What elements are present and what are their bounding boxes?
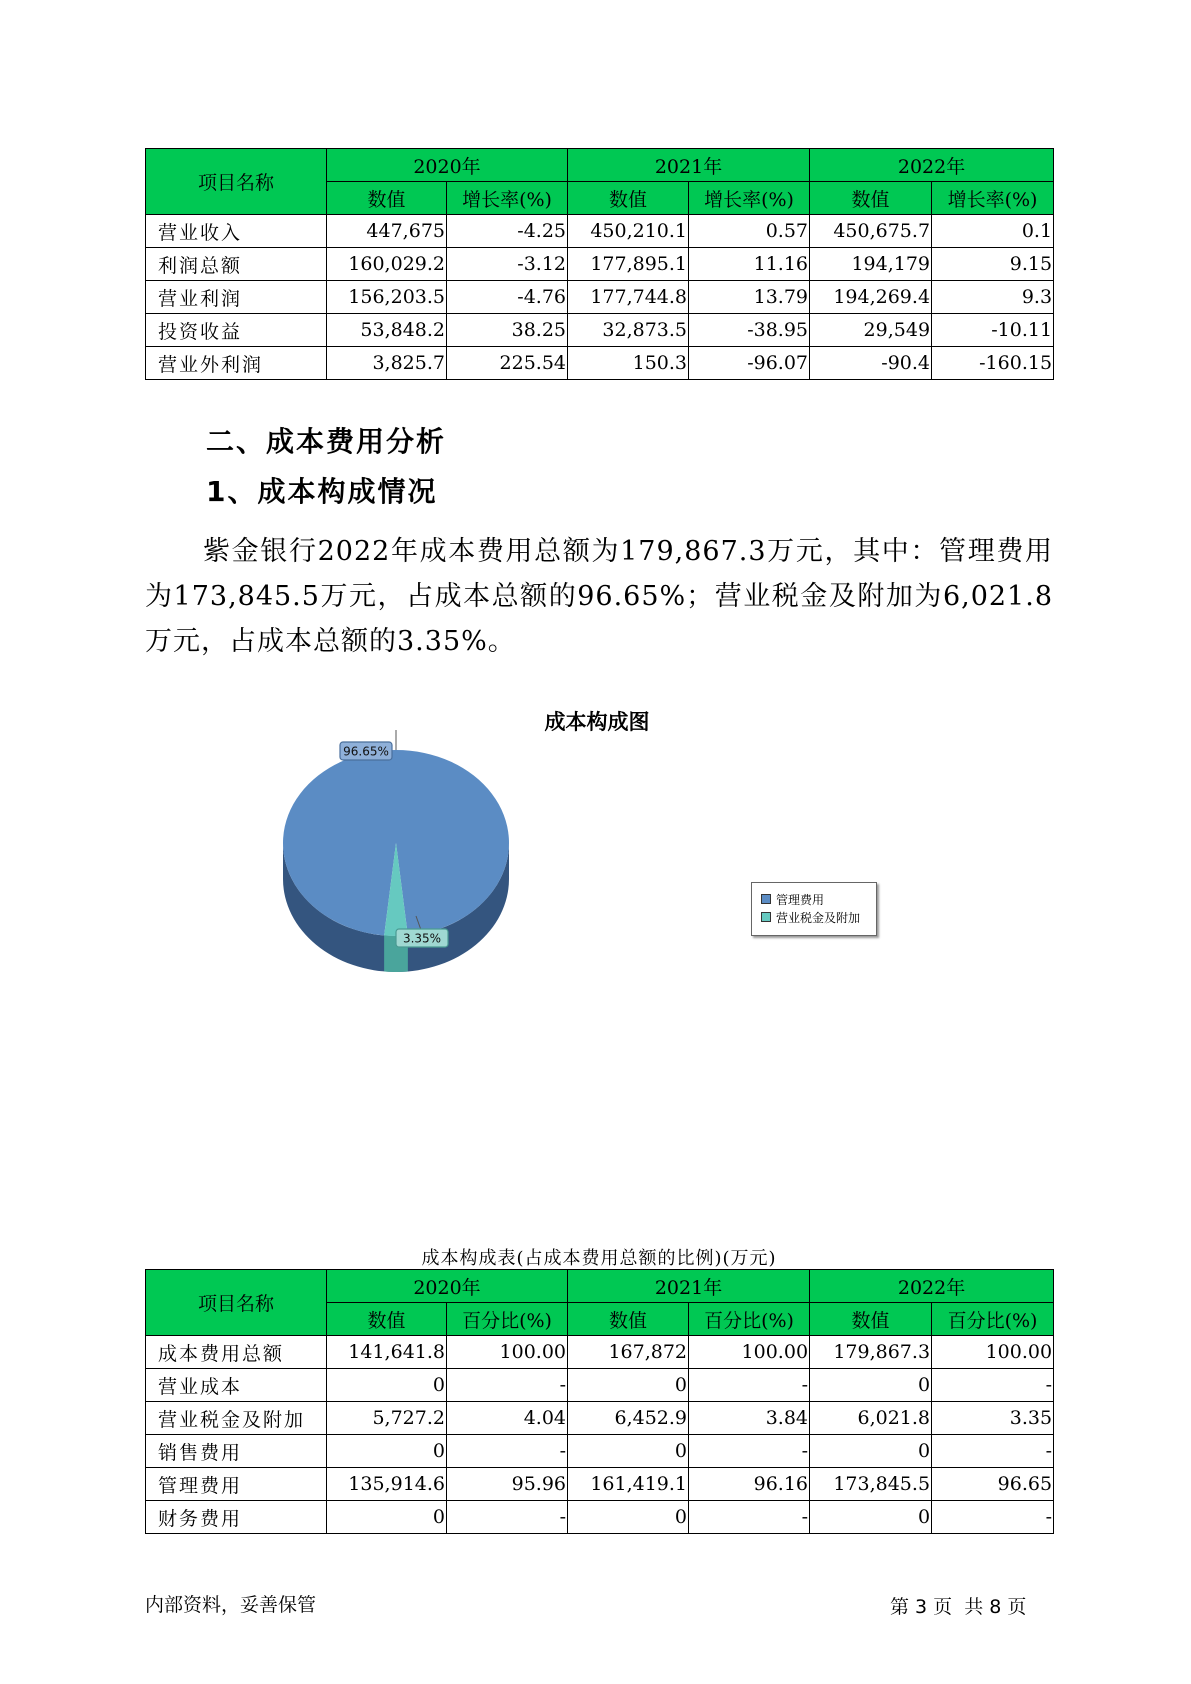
footer-confidential: 内部资料，妥善保管 bbox=[145, 1594, 317, 1616]
table-cell: 150.3 bbox=[568, 347, 689, 380]
table-cell: 0 bbox=[810, 1501, 932, 1534]
table-cell: -38.95 bbox=[689, 314, 810, 347]
table-cell: -10.11 bbox=[932, 314, 1054, 347]
header-item-name: 项目名称 bbox=[146, 149, 327, 215]
header-value: 数值 bbox=[810, 182, 932, 215]
table-cell: 0.57 bbox=[689, 215, 810, 248]
table-cell: 161,419.1 bbox=[568, 1468, 689, 1501]
subsection-heading: 1、成本构成情况 bbox=[206, 475, 438, 508]
table-cell: 0 bbox=[327, 1369, 447, 1402]
row-label: 投资收益 bbox=[146, 314, 327, 347]
header-growth: 增长率(%) bbox=[689, 182, 810, 215]
table-cell: 0 bbox=[568, 1435, 689, 1468]
legend-item bbox=[761, 908, 876, 926]
table-row bbox=[146, 281, 1054, 314]
table-cell: 3.35 bbox=[932, 1402, 1054, 1435]
table-cell: 173,845.5 bbox=[810, 1468, 932, 1501]
header-year: 2020年 bbox=[327, 1270, 568, 1303]
header-value: 数值 bbox=[568, 1303, 689, 1336]
table-cell: 0.1 bbox=[932, 215, 1054, 248]
row-label: 管理费用 bbox=[146, 1468, 327, 1501]
page-number: 第 3 页 共 8 页 bbox=[890, 1596, 1027, 1618]
table-cell: 0 bbox=[810, 1435, 932, 1468]
table-cell: 450,210.1 bbox=[568, 215, 689, 248]
table-cell: 9.15 bbox=[932, 248, 1054, 281]
financial-summary-table bbox=[145, 148, 1054, 380]
pie-label-0: 96.65% bbox=[343, 744, 389, 759]
table-cell: 9.3 bbox=[932, 281, 1054, 314]
legend-label: 营业税金及附加 bbox=[776, 910, 861, 925]
table-cell: 156,203.5 bbox=[327, 281, 447, 314]
section-heading: 二、成本费用分析 bbox=[206, 425, 447, 458]
table-cell: 11.16 bbox=[689, 248, 810, 281]
table-cell: 38.25 bbox=[447, 314, 568, 347]
table-cell: 225.54 bbox=[447, 347, 568, 380]
table-row bbox=[146, 248, 1054, 281]
pie-label-1: 3.35% bbox=[402, 931, 442, 946]
table-cell: - bbox=[689, 1435, 810, 1468]
table-cell: 0 bbox=[327, 1501, 447, 1534]
table-cell: 0 bbox=[568, 1501, 689, 1534]
header-growth: 增长率(%) bbox=[447, 182, 568, 215]
table-caption: 成本构成表(占成本费用总额的比例)(万元) bbox=[421, 1248, 777, 1269]
header-year: 2022年 bbox=[810, 1270, 1054, 1303]
table-cell: -3.12 bbox=[447, 248, 568, 281]
legend-label: 管理费用 bbox=[776, 892, 825, 907]
legend-swatch bbox=[761, 912, 771, 922]
table-cell: 100.00 bbox=[932, 1336, 1054, 1369]
table-cell: 194,179 bbox=[810, 248, 932, 281]
table-cell: -160.15 bbox=[932, 347, 1054, 380]
table-row bbox=[146, 215, 1054, 248]
table-cell: 100.00 bbox=[447, 1336, 568, 1369]
table-cell: 4.04 bbox=[447, 1402, 568, 1435]
table-row bbox=[146, 1336, 1054, 1369]
row-label: 营业收入 bbox=[146, 215, 327, 248]
row-label: 营业税金及附加 bbox=[146, 1402, 327, 1435]
header-year: 2020年 bbox=[327, 149, 568, 182]
table-cell: - bbox=[932, 1369, 1054, 1402]
table-cell: -4.25 bbox=[447, 215, 568, 248]
header-value: 数值 bbox=[327, 1303, 447, 1336]
legend-swatch bbox=[761, 894, 771, 904]
table-cell: - bbox=[447, 1501, 568, 1534]
table-cell: 96.16 bbox=[689, 1468, 810, 1501]
header-year: 2022年 bbox=[810, 149, 1054, 182]
table-cell: 53,848.2 bbox=[327, 314, 447, 347]
table-row bbox=[146, 347, 1054, 380]
table-cell: 29,549 bbox=[810, 314, 932, 347]
cost-structure-table bbox=[145, 1269, 1054, 1534]
header-growth: 增长率(%) bbox=[932, 182, 1054, 215]
table-cell: 447,675 bbox=[327, 215, 447, 248]
table-cell: 167,872 bbox=[568, 1336, 689, 1369]
chart-title: 成本构成图 bbox=[544, 710, 650, 734]
table-cell: 177,895.1 bbox=[568, 248, 689, 281]
table-cell: 96.65 bbox=[932, 1468, 1054, 1501]
row-label: 成本费用总额 bbox=[146, 1336, 327, 1369]
table-cell: 13.79 bbox=[689, 281, 810, 314]
table-cell: 0 bbox=[327, 1435, 447, 1468]
chart-legend bbox=[751, 882, 877, 936]
table-cell: 3,825.7 bbox=[327, 347, 447, 380]
table-cell: - bbox=[932, 1501, 1054, 1534]
table-row bbox=[146, 1468, 1054, 1501]
table-cell: 160,029.2 bbox=[327, 248, 447, 281]
table-cell: -96.07 bbox=[689, 347, 810, 380]
table-cell: 0 bbox=[568, 1369, 689, 1402]
table-cell: -4.76 bbox=[447, 281, 568, 314]
table-cell: 6,452.9 bbox=[568, 1402, 689, 1435]
table-row bbox=[146, 1435, 1054, 1468]
cost-summary-paragraph: 紫金银行2022年成本费用总额为179,867.3万元，其中：管理费用为173,845.5万元，占成本总额的96.65%；营业税金及附加为6,021.8万元，占成本总额的3.35%。 bbox=[145, 536, 1053, 657]
table-cell: - bbox=[689, 1501, 810, 1534]
table-cell: - bbox=[689, 1369, 810, 1402]
table-cell: 141,641.8 bbox=[327, 1336, 447, 1369]
header-year: 2021年 bbox=[568, 1270, 810, 1303]
table-cell: - bbox=[932, 1435, 1054, 1468]
table-cell: - bbox=[447, 1369, 568, 1402]
row-label: 营业外利润 bbox=[146, 347, 327, 380]
table-cell: -90.4 bbox=[810, 347, 932, 380]
table-cell: 0 bbox=[810, 1369, 932, 1402]
table-cell: 179,867.3 bbox=[810, 1336, 932, 1369]
table-cell: 100.00 bbox=[689, 1336, 810, 1369]
row-label: 利润总额 bbox=[146, 248, 327, 281]
table-row bbox=[146, 1402, 1054, 1435]
header-value: 数值 bbox=[327, 182, 447, 215]
header-item-name: 项目名称 bbox=[146, 1270, 327, 1336]
table-cell: 95.96 bbox=[447, 1468, 568, 1501]
table-cell: 32,873.5 bbox=[568, 314, 689, 347]
header-percent: 百分比(%) bbox=[447, 1303, 568, 1336]
table-row bbox=[146, 314, 1054, 347]
row-label: 营业成本 bbox=[146, 1369, 327, 1402]
legend-item bbox=[761, 890, 876, 908]
header-percent: 百分比(%) bbox=[932, 1303, 1054, 1336]
header-value: 数值 bbox=[568, 182, 689, 215]
row-label: 财务费用 bbox=[146, 1501, 327, 1534]
table-cell: 450,675.7 bbox=[810, 215, 932, 248]
table-cell: 5,727.2 bbox=[327, 1402, 447, 1435]
header-year: 2021年 bbox=[568, 149, 810, 182]
header-value: 数值 bbox=[810, 1303, 932, 1336]
header-percent: 百分比(%) bbox=[689, 1303, 810, 1336]
table-cell: - bbox=[447, 1435, 568, 1468]
table-cell: 3.84 bbox=[689, 1402, 810, 1435]
table-cell: 177,744.8 bbox=[568, 281, 689, 314]
table-row bbox=[146, 1369, 1054, 1402]
table-cell: 135,914.6 bbox=[327, 1468, 447, 1501]
table-cell: 6,021.8 bbox=[810, 1402, 932, 1435]
row-label: 营业利润 bbox=[146, 281, 327, 314]
cost-pie-chart bbox=[280, 744, 580, 1030]
row-label: 销售费用 bbox=[146, 1435, 327, 1468]
table-row bbox=[146, 1501, 1054, 1534]
table-cell: 194,269.4 bbox=[810, 281, 932, 314]
